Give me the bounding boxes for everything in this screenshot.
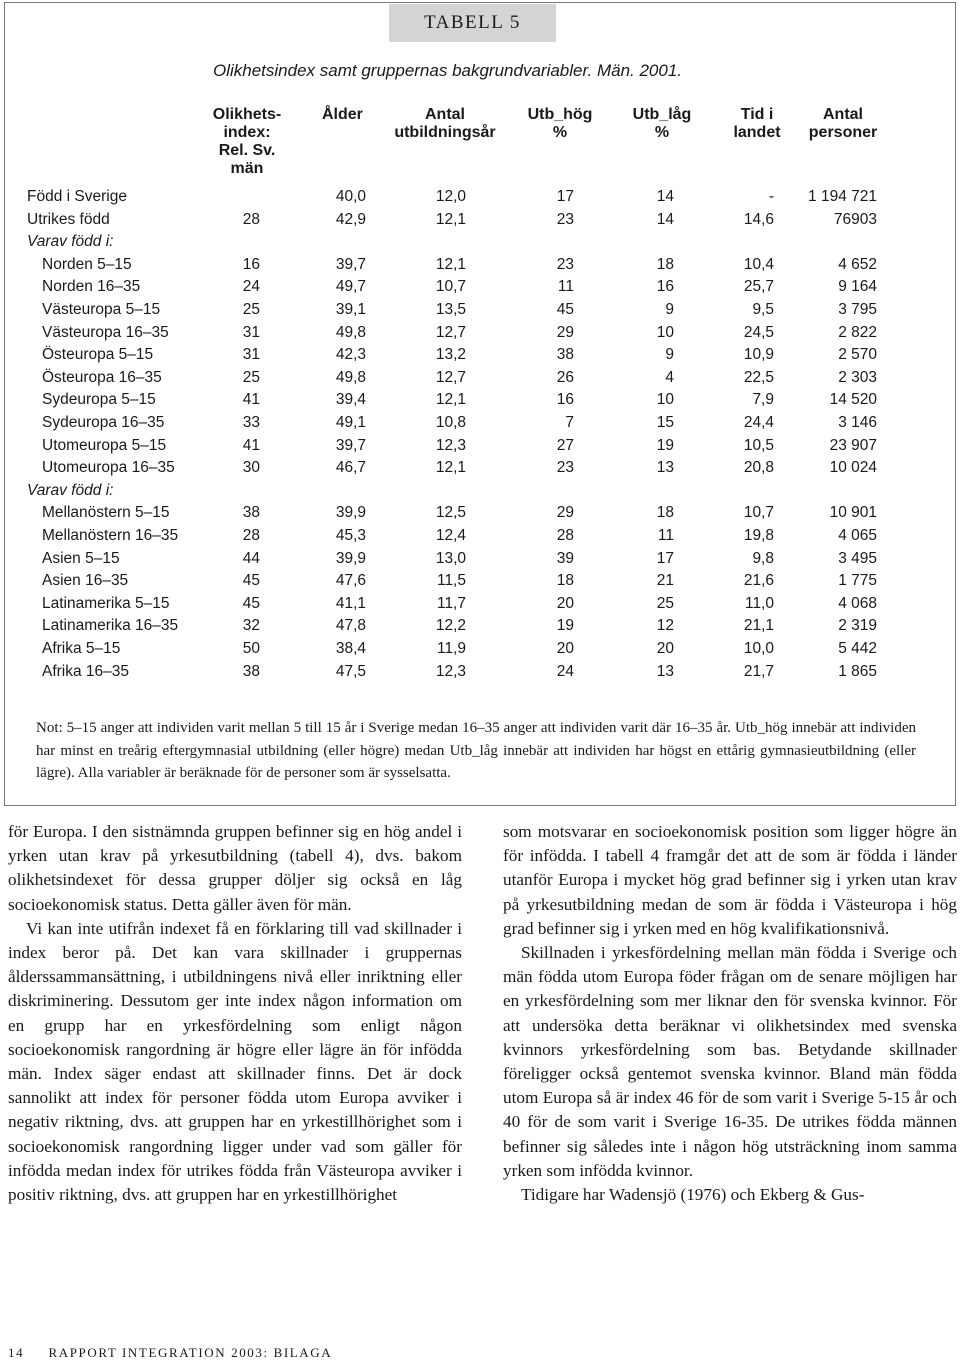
table-cell: 1 194 721 [808, 188, 877, 205]
table-cell: 13 [656, 662, 674, 680]
table-cell: 49,8 [335, 368, 366, 386]
table-cell: 10 [656, 391, 674, 409]
table-cell: 42,3 [335, 346, 366, 364]
table-cell: 12,7 [435, 368, 466, 386]
table-cell: 17 [656, 549, 674, 567]
table-cell: 9,5 [752, 301, 774, 318]
table-cell: 44 [242, 549, 260, 567]
table-row [0, 414, 960, 436]
table-cell: 9,8 [752, 549, 774, 567]
table-cell: 1 775 [838, 572, 877, 590]
table-cell: 22,5 [743, 368, 774, 386]
table-cell: 11 [657, 527, 674, 544]
table-row [0, 211, 960, 233]
table-cell: 14 [656, 210, 674, 228]
table-cell: 45 [242, 594, 260, 612]
table-row [0, 346, 960, 368]
table-cell: 17 [556, 188, 574, 205]
table-cell: 20,8 [743, 459, 774, 477]
table-cell: 3 495 [838, 549, 877, 567]
table-cell: 31 [242, 323, 260, 341]
table-row [0, 188, 960, 210]
table-cell: 20 [556, 640, 574, 657]
row-label: Sydeuropa 16–35 [42, 414, 165, 431]
table-row [0, 278, 960, 300]
row-label: Afrika 16–35 [42, 662, 130, 680]
table-cell: 47,8 [335, 617, 366, 635]
paragraph: som motsvarar en socioekonomisk position som ligger högre än för infödda. I tabell 4 framgår det att de som är födda i länder utanför Europa i mycket hög grad befinner sig i yrken utan krav på yrkesutbildning medan de som är födda i Västeuropa i hög grad befinner sig i yrken med en hög kvalifikationsnivå. [503, 822, 957, 938]
table-cell: 76903 [833, 210, 877, 228]
table-cell: 10,7 [743, 504, 774, 522]
table-cell: 7 [565, 414, 574, 431]
row-label: Utrikes född [27, 210, 110, 228]
table-cell: 23 [556, 255, 574, 273]
table-cell: 38,4 [335, 640, 366, 657]
table-cell: 24 [556, 662, 574, 680]
header-utb-hog: Utb_hög % [527, 106, 593, 141]
table-cell: 5 442 [838, 640, 877, 657]
row-label: Västeuropa 5–15 [42, 301, 161, 318]
table-cell: 49,7 [335, 278, 366, 296]
table-cell: 11,0 [744, 594, 774, 612]
table-cell: 12,3 [435, 436, 466, 454]
table-cell: 4 [665, 368, 674, 386]
table-cell: 33 [242, 414, 260, 431]
table-cell: 38 [242, 662, 260, 680]
table-row [0, 324, 960, 346]
table-cell: 21,1 [743, 617, 774, 635]
paragraph: Tidigare har Wadensjö (1976) och Ekberg & Gus- [521, 1185, 865, 1205]
header-tid-i-landet: Tid i landet [733, 106, 781, 141]
paragraph: för Europa. I den sistnämnda gruppen befinner sig en hög andel i yrken utan krav på yrkesutbildning (tabell 4), dvs. bakom olikhetsindexet för dessa grupper döljer sig också en låg socioekonomisk status. Detta gäller även för män. [8, 822, 462, 914]
table-row [0, 369, 960, 391]
table-cell: 45 [242, 572, 260, 590]
table-cell: 10 901 [829, 504, 877, 522]
row-label: Asien 5–15 [42, 549, 120, 567]
table-cell: 28 [242, 527, 260, 544]
table-cell: 29 [556, 323, 574, 341]
row-label: Utomeuropa 5–15 [42, 436, 167, 454]
table-cell: 12,1 [435, 459, 466, 477]
table-cell: 18 [656, 255, 674, 273]
table-cell: 14 520 [829, 391, 877, 409]
right-column [503, 820, 957, 1207]
table-cell: 10,4 [743, 255, 774, 273]
table-cell: 11,7 [436, 594, 466, 612]
table-cell: 32 [242, 617, 260, 635]
table-row [0, 550, 960, 572]
row-label: Mellanöstern 5–15 [42, 504, 170, 522]
row-label: Varav född i: [27, 481, 114, 499]
row-label: Afrika 5–15 [42, 640, 121, 657]
table-note: Not: 5–15 anger att individen varit mellan 5 till 15 år i Sverige medan 16–35 anger att individen varit där 16–35 år. Utb_hög innebär att individen har minst en treårig eftergymnasial utbildning (eller högre) medan Utb_låg innebär att individen har högst en ettårig gymnasieutbildning (eller lägre). Alla variabler är beräknade för de personer som är sysselsatta. [36, 720, 916, 781]
table-cell: 15 [656, 414, 674, 431]
table-cell: 29 [556, 504, 574, 522]
header-antal-utbildningsar: Antal utbildningsår [394, 106, 496, 141]
table-cell: 19 [556, 617, 574, 635]
table-row [0, 482, 960, 504]
table-cell: 12,2 [435, 617, 466, 635]
table-cell: 28 [242, 210, 260, 228]
table-cell: 45 [556, 301, 574, 318]
table-cell: 40,0 [335, 188, 366, 205]
table-cell: 23 [556, 459, 574, 477]
table-cell: 12,0 [435, 188, 466, 205]
table-cell: 13,5 [435, 301, 466, 318]
table-row [0, 640, 960, 662]
page-footer [8, 1345, 332, 1361]
table-cell: 21 [656, 572, 674, 590]
row-label: Norden 5–15 [42, 255, 132, 273]
table-cell: 11,5 [436, 572, 466, 590]
table-cell: 49,1 [335, 414, 366, 431]
table-cell: 23 907 [829, 436, 877, 454]
table-cell: 10,5 [743, 436, 774, 454]
row-label: Östeuropa 16–35 [42, 368, 162, 386]
table-cell: 3 146 [838, 414, 877, 431]
table-cell: 7,9 [752, 391, 774, 409]
paragraph: Skillnaden i yrkesfördelning mellan män födda i Sverige och män födda utom Europa föder frågan om de senare möjligen har en yrkesfördelning som mer liknar den för svenska kvinnor. För att undersöka detta beräknar vi olikhetsindex med svenska kvinnors yrkesfördelning som bas. Betydande skillnader föreligger också gentemot svenska kvinnor. Bland män födda utom Europa så är index 46 för de som varit i Sverige 5-15 år och 40 för de som varit i Sverige 16-35. De utrikes födda männen befinner sig således inte i någon hög utsträckning inom samma yrken som infödda kvinnor. [503, 943, 957, 1180]
table-cell: 2 822 [838, 323, 877, 341]
table-row [0, 391, 960, 413]
table-cell: 26 [556, 368, 574, 386]
table-cell: 10,9 [743, 346, 774, 364]
table-cell: 4 652 [838, 255, 877, 273]
table-cell: 24,5 [743, 323, 774, 341]
table-cell: 39,7 [335, 436, 366, 454]
table-cell: 27 [556, 436, 574, 454]
row-label: Asien 16–35 [42, 572, 129, 590]
table-cell: 20 [656, 640, 674, 657]
table-cell: 39,9 [335, 504, 366, 522]
table-cell: 39,1 [335, 301, 366, 318]
table-cell: 25 [242, 301, 260, 318]
page-number: 14 [8, 1345, 25, 1360]
table-cell: 4 068 [838, 594, 877, 612]
table-cell: 11,9 [436, 640, 466, 657]
table-row [0, 233, 960, 255]
table-cell: 28 [556, 527, 574, 544]
table-cell: 24,4 [743, 414, 774, 431]
row-label: Norden 16–35 [42, 278, 141, 296]
table-cell: 19,8 [743, 527, 774, 544]
table-cell: 12,1 [435, 255, 466, 273]
table-cell: - [768, 188, 774, 205]
table-cell: 41 [242, 436, 260, 454]
left-column [8, 820, 462, 1207]
table-cell: 39 [556, 549, 574, 567]
table-cell: 16 [242, 255, 260, 273]
table-row [0, 572, 960, 594]
table-cell: 25 [242, 368, 260, 386]
table-cell: 25 [656, 594, 674, 612]
table-cell: 18 [556, 572, 574, 590]
table-cell: 10,0 [743, 640, 774, 657]
table-cell: 4 065 [838, 527, 877, 544]
table-cell: 39,7 [335, 255, 366, 273]
table-cell: 20 [556, 594, 574, 612]
table-cell: 47,5 [335, 662, 366, 680]
table-cell: 39,9 [335, 549, 366, 567]
table-row [0, 663, 960, 685]
table-cell: 14 [656, 188, 674, 205]
table-cell: 42,9 [335, 210, 366, 228]
table-row [0, 527, 960, 549]
table-cell: 21,7 [743, 662, 774, 680]
table-row [0, 256, 960, 278]
row-label: Varav född i: [27, 233, 114, 251]
table-cell: 12,4 [435, 527, 466, 544]
row-label: Västeuropa 16–35 [42, 323, 169, 341]
table-row [0, 459, 960, 481]
table-cell: 46,7 [335, 459, 366, 477]
table-cell: 13,2 [435, 346, 466, 364]
table-cell: 12 [656, 617, 674, 635]
table-cell: 21,6 [743, 572, 774, 590]
table-cell: 38 [242, 504, 260, 522]
table-cell: 1 865 [838, 662, 877, 680]
table-cell: 11 [557, 278, 574, 296]
table-cell: 24 [242, 278, 260, 296]
table-cell: 38 [556, 346, 574, 364]
paragraph: Vi kan inte utifrån indexet få en förklaring till vad skillnader i index beror på. Det kan vara skillnader i gruppernas ålderssammansättning, i utbildningens nivå eller inriktning eller diskriminering. Dessutom ger inte index någon information om en grupp har en yrkesfördelning som enligt någon socioekonomisk rangordning är högre eller lägre än för infödda män. Index säger endast att skillnader finns. Det är dock sannolikt att index för personer födda utom Europa avviker i negativ riktning, dvs. att gruppen har en yrkestillhörighet som i socioekonomisk rangordning ligger under vad som gäller för infödda medan index för utrikes födda från Västeuropa avviker i positiv riktning, dvs. att gruppen har en yrkestillhörighet [8, 918, 462, 1205]
table-cell: 19 [656, 436, 674, 454]
table-cell: 12,3 [435, 662, 466, 680]
header-antal-personer: Antal personer [808, 106, 878, 141]
table-cell: 41,1 [335, 594, 366, 612]
table-cell: 23 [556, 210, 574, 228]
table-cell: 12,7 [435, 323, 466, 341]
table-cell: 30 [242, 459, 260, 477]
header-alder: Ålder [322, 106, 363, 123]
row-label: Mellanöstern 16–35 [42, 527, 179, 544]
table-cell: 9 [665, 346, 674, 364]
table-cell: 25,7 [743, 278, 774, 296]
footer-title: RAPPORT INTEGRATION 2003: BILAGA [48, 1345, 333, 1360]
row-label: Östeuropa 5–15 [42, 346, 154, 364]
table-cell: 2 319 [838, 617, 877, 635]
table-cell: 14,6 [743, 210, 774, 228]
row-label: Född i Sverige [27, 188, 127, 205]
table-cell: 10,8 [435, 414, 466, 431]
table-caption: Olikhetsindex samt gruppernas bakgrundvariabler. Män. 2001. [213, 61, 683, 80]
table-cell: 9 [665, 301, 674, 318]
header-utb-lag: Utb_låg % [632, 106, 692, 141]
table-cell: 12,1 [435, 210, 466, 228]
table-cell: 47,6 [335, 572, 366, 590]
table-row [0, 437, 960, 459]
table-cell: 2 303 [838, 368, 877, 386]
table-cell: 45,3 [335, 527, 366, 544]
table-cell: 12,1 [435, 391, 466, 409]
table-cell: 10 024 [829, 459, 877, 477]
table-row [0, 617, 960, 639]
table-cell: 9 164 [838, 278, 877, 296]
row-label: Latinamerika 16–35 [42, 617, 179, 635]
table-cell: 16 [656, 278, 674, 296]
table-cell: 41 [242, 391, 260, 409]
table-cell: 18 [656, 504, 674, 522]
table-cell: 10,7 [435, 278, 466, 296]
table-row [0, 301, 960, 323]
table-cell: 50 [242, 640, 260, 657]
header-olikhetsindex: Olikhets- index: Rel. Sv. män [212, 106, 282, 177]
table-cell: 10 [656, 323, 674, 341]
row-label: Sydeuropa 5–15 [42, 391, 156, 409]
table-row [0, 504, 960, 526]
table-cell: 3 795 [838, 301, 877, 318]
table-cell: 13 [656, 459, 674, 477]
table-cell: 12,5 [435, 504, 466, 522]
table-cell: 31 [242, 346, 260, 364]
table-row [0, 595, 960, 617]
table-cell: 39,4 [335, 391, 366, 409]
table-cell: 13,0 [435, 549, 466, 567]
row-label: Utomeuropa 16–35 [42, 459, 175, 477]
table-number-badge: TABELL 5 [389, 4, 556, 42]
table-cell: 2 570 [838, 346, 877, 364]
table-cell: 49,8 [335, 323, 366, 341]
table-cell: 16 [556, 391, 574, 409]
row-label: Latinamerika 5–15 [42, 594, 170, 612]
